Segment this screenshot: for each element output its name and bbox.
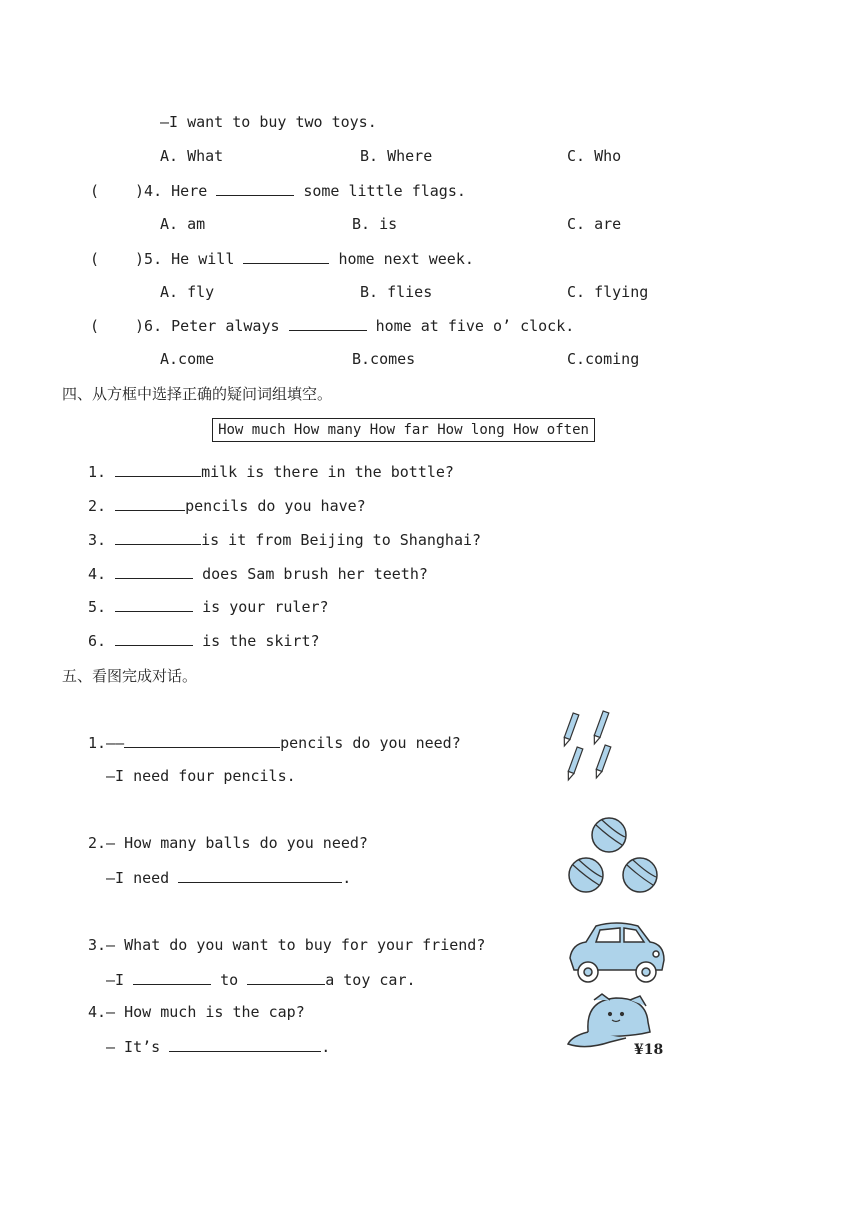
option-a: A.come bbox=[160, 350, 215, 368]
option-c: C.coming bbox=[567, 350, 640, 368]
fill-item-4: 4. does Sam brush her teeth? bbox=[88, 565, 428, 583]
section-4-title: 四、从方框中选择正确的疑问词组填空。 bbox=[62, 385, 333, 403]
question-5 bbox=[90, 249, 474, 268]
question-text-pre: He will bbox=[171, 250, 235, 268]
question-number: )5. bbox=[135, 250, 163, 268]
toy-car-icon bbox=[566, 918, 670, 988]
answer-blank[interactable] bbox=[216, 181, 294, 196]
option-c: C. are bbox=[567, 215, 622, 233]
option-b: B. Where bbox=[360, 147, 433, 165]
answer-blank[interactable] bbox=[115, 530, 201, 545]
dialog-3-line-2: —I to a toy car. bbox=[106, 971, 416, 989]
answer-line: —I want to buy two toys. bbox=[160, 113, 377, 131]
answer-blank[interactable] bbox=[115, 564, 193, 579]
section-5-title: 五、看图完成对话。 bbox=[62, 667, 198, 685]
word-box: How much How many How far How long How often bbox=[212, 418, 595, 442]
answer-paren-open: ( bbox=[90, 317, 100, 335]
answer-paren-open: ( bbox=[90, 250, 100, 268]
fill-item-3: 3. is it from Beijing to Shanghai? bbox=[88, 531, 482, 549]
dialog-4-line-2: — It’s . bbox=[106, 1038, 331, 1056]
question-number: )4. bbox=[135, 182, 163, 200]
dialog-1-line-1: 1.—— pencils do you need? bbox=[88, 734, 461, 752]
answer-blank[interactable] bbox=[115, 597, 193, 612]
option-a: A. fly bbox=[160, 283, 215, 301]
balls-icon bbox=[566, 815, 664, 899]
price-label: ¥18 bbox=[634, 1042, 664, 1058]
question-text-post: some little flags. bbox=[303, 182, 466, 200]
answer-blank[interactable] bbox=[247, 970, 325, 985]
answer-blank[interactable] bbox=[169, 1037, 321, 1052]
question-text-post: home next week. bbox=[338, 250, 474, 268]
question-6 bbox=[90, 316, 574, 335]
dialog-1-line-2: —I need four pencils. bbox=[106, 767, 296, 785]
answer-paren-open: ( bbox=[90, 182, 100, 200]
question-text-pre: Here bbox=[171, 182, 208, 200]
answer-blank[interactable] bbox=[115, 462, 201, 477]
answer-blank[interactable] bbox=[243, 249, 329, 264]
pencils-icon bbox=[562, 708, 622, 792]
answer-blank[interactable] bbox=[178, 868, 342, 883]
question-4 bbox=[90, 181, 466, 200]
answer-blank[interactable] bbox=[289, 316, 367, 331]
fill-item-2: 2. pencils do you have? bbox=[88, 497, 366, 515]
fill-item-5: 5. is your ruler? bbox=[88, 598, 329, 616]
dialog-3-line-1: 3.— What do you want to buy for your friend? bbox=[88, 936, 486, 954]
answer-blank[interactable] bbox=[133, 970, 211, 985]
option-c: C. Who bbox=[567, 147, 622, 165]
option-c: C. flying bbox=[567, 283, 649, 301]
answer-blank[interactable] bbox=[115, 631, 193, 646]
dialog-4-line-1: 4.— How much is the cap? bbox=[88, 1003, 305, 1021]
question-text-post: home at five o’ clock. bbox=[375, 317, 575, 335]
option-a: A. What bbox=[160, 147, 224, 165]
option-b: B. is bbox=[352, 215, 398, 233]
dialog-2-line-2: —I need . bbox=[106, 869, 352, 887]
option-b: B. flies bbox=[360, 283, 433, 301]
dialog-2-line-1: 2.— How many balls do you need? bbox=[88, 834, 368, 852]
fill-item-1: 1. milk is there in the bottle? bbox=[88, 463, 454, 481]
answer-blank[interactable] bbox=[115, 496, 185, 511]
option-b: B.comes bbox=[352, 350, 416, 368]
question-text-pre: Peter always bbox=[171, 317, 280, 335]
option-a: A. am bbox=[160, 215, 206, 233]
answer-blank[interactable] bbox=[124, 733, 280, 748]
fill-item-6: 6. is the skirt? bbox=[88, 632, 320, 650]
question-number: )6. bbox=[135, 317, 163, 335]
